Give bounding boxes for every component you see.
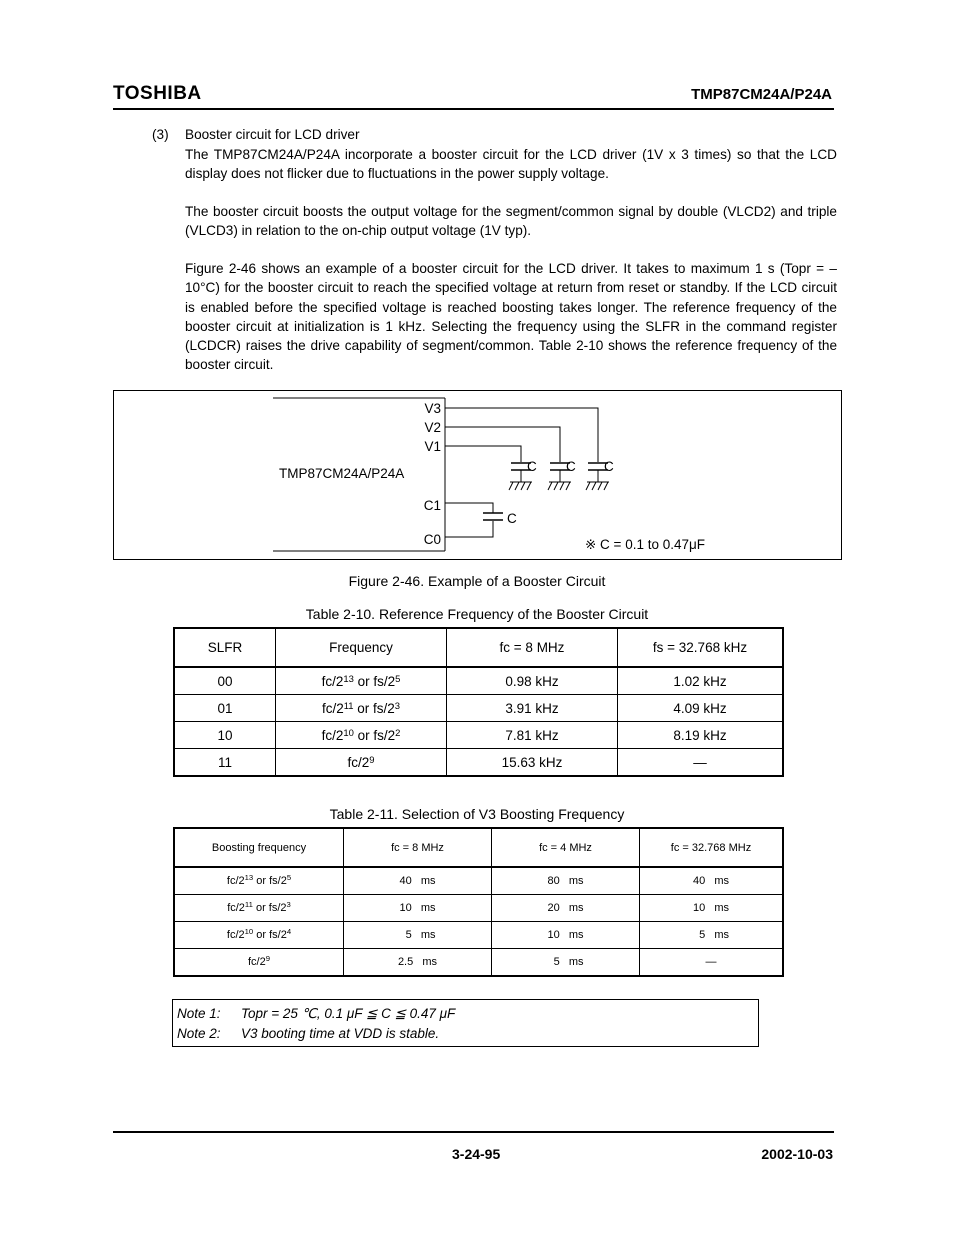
frequency-cell: $fc/2^9$ bbox=[276, 749, 447, 777]
table-row bbox=[174, 722, 783, 749]
fc8-cell: 40 ms bbox=[344, 867, 492, 895]
fc4-cell: 80 ms bbox=[492, 867, 640, 895]
header-cell: Frequency bbox=[276, 628, 447, 667]
fc32-cell: — bbox=[640, 949, 784, 977]
slfr-cell: 01 bbox=[174, 695, 276, 722]
table-header-row bbox=[174, 828, 783, 867]
pin-v1: V1 bbox=[424, 439, 441, 454]
pin-v2: V2 bbox=[424, 420, 441, 435]
fc4-cell: 20 ms bbox=[492, 895, 640, 922]
capacitance-note: ※ C = 0.1 to 0.47μF bbox=[585, 537, 706, 552]
table-row bbox=[174, 867, 783, 895]
document-date: 2002-10-03 bbox=[761, 1146, 833, 1162]
fc8-cell: 15.63 kHz bbox=[447, 749, 618, 777]
header-rule bbox=[113, 108, 834, 110]
wire-c0 bbox=[445, 521, 493, 537]
fc8-cell: 3.91 kHz bbox=[447, 695, 618, 722]
frequency-cell: $fc/2^{13}$ or $fs/2^5$ bbox=[276, 667, 447, 695]
wire-c1 bbox=[445, 503, 493, 513]
header-cell: fc = 4 MHz bbox=[492, 828, 640, 867]
wire-v2 bbox=[445, 427, 560, 462]
table-header-row bbox=[174, 628, 783, 667]
notes-box bbox=[172, 999, 759, 1047]
paragraph-2: The booster circuit boosts the output voltage for the segment/common signal by double (VLCD2) and triple (VLCD3) in relation to the on-chip output voltage (1V typ). bbox=[185, 204, 837, 239]
fc8-cell: 10 ms bbox=[344, 895, 492, 922]
header-cell: Boosting frequency bbox=[174, 828, 344, 867]
ground-symbols bbox=[509, 470, 609, 490]
fs-cell: 8.19 kHz bbox=[618, 722, 784, 749]
note-2 bbox=[177, 1024, 758, 1044]
cap-label-3: C bbox=[604, 459, 614, 474]
document-id: TMP87CM24A/P24A bbox=[691, 86, 832, 103]
fc8-cell: 7.81 kHz bbox=[447, 722, 618, 749]
table-row bbox=[174, 667, 783, 695]
note-label: Note 2: bbox=[177, 1025, 221, 1041]
table-row bbox=[174, 895, 783, 922]
brand-logo: TOSHIBA bbox=[113, 83, 202, 104]
cap-label-2: C bbox=[566, 459, 576, 474]
section-number: (3) bbox=[152, 127, 169, 142]
fs-cell: 4.09 kHz bbox=[618, 695, 784, 722]
boost-frequency-cell: $fc/2^{11}$ or $fs/2^3$ bbox=[174, 895, 344, 922]
reference-frequency-table bbox=[173, 627, 784, 777]
slfr-cell: 00 bbox=[174, 667, 276, 695]
fc32-cell: 5 ms bbox=[640, 922, 784, 949]
footer-rule bbox=[113, 1131, 834, 1133]
boost-frequency-cell: $fc/2^{10}$ or $fs/2^4$ bbox=[174, 922, 344, 949]
table1-caption: Table 2-10. Reference Frequency of the Booster Circuit bbox=[305, 606, 649, 622]
fc4-cell: 5 ms bbox=[492, 949, 640, 977]
fc8-cell: 2.5 ms bbox=[344, 949, 492, 977]
chip-label: TMP87CM24A/P24A bbox=[279, 466, 405, 481]
header-cell: fs = 32.768 kHz bbox=[618, 628, 784, 667]
page-number: 3-24-95 bbox=[452, 1146, 501, 1162]
pin-c1: C1 bbox=[423, 498, 441, 513]
capacitor-symbols bbox=[483, 463, 608, 520]
note-text: Topr = 25 ℃, 0.1 μF ≦ C ≦ 0.47 μF bbox=[241, 1006, 456, 1021]
paragraph-3: Figure 2-46 shows an example of a booster circuit for the LCD driver. It takes to maximum 1 s (Topr = – 10°C) for the booster circuit to reach the specified voltage at return from reset or standby. If the LCD circuit is enabled before the specified voltage is reached boosting takes longer. The reference frequency of the booster circuit at initialization is 1 kHz. Selecting the frequency using the SLFR in the command register (LCDCR) raises the drive capability of segment/common. Table 2-10 shows the reference frequency of the booster circuit. bbox=[185, 261, 837, 373]
header-cell: fc = 32.768 MHz bbox=[640, 828, 784, 867]
fc8-cell: 0.98 kHz bbox=[447, 667, 618, 695]
boosting-frequency-table bbox=[173, 827, 784, 977]
figure-frame bbox=[114, 391, 842, 560]
fc8-cell: 5 ms bbox=[344, 922, 492, 949]
pin-c0: C0 bbox=[423, 532, 441, 547]
table2-caption: Table 2-11. Selection of V3 Boosting Frequency bbox=[329, 806, 625, 822]
cap-label-1: C bbox=[527, 459, 537, 474]
note-text: V3 booting time at VDD is stable. bbox=[241, 1025, 440, 1041]
header-cell: fc = 8 MHz bbox=[447, 628, 618, 667]
wire-v1 bbox=[445, 446, 521, 462]
table-row bbox=[174, 922, 783, 949]
fc32-cell: 40 ms bbox=[640, 867, 784, 895]
header-cell: fc = 8 MHz bbox=[344, 828, 492, 867]
table-row bbox=[174, 949, 783, 977]
fc32-cell: 10 ms bbox=[640, 895, 784, 922]
section-title: Booster circuit for LCD driver bbox=[185, 127, 360, 142]
note-label: Note 1: bbox=[177, 1006, 221, 1021]
boost-frequency-cell: $fc/2^9$ bbox=[174, 949, 344, 977]
table-row bbox=[174, 749, 783, 777]
paragraph-1: The TMP87CM24A/P24A incorporate a booster circuit for the LCD driver (1V x 3 times) so that the LCD display does not flicker due to fluctuations in the power supply voltage. bbox=[185, 147, 837, 182]
frequency-cell: $fc/2^{11}$ or $fs/2^3$ bbox=[276, 695, 447, 722]
header-cell: SLFR bbox=[174, 628, 276, 667]
table-row bbox=[174, 695, 783, 722]
boost-frequency-cell: $fc/2^{13}$ or $fs/2^5$ bbox=[174, 867, 344, 895]
note-1 bbox=[177, 1004, 758, 1024]
fc4-cell: 10 ms bbox=[492, 922, 640, 949]
cap-label-4: C bbox=[507, 511, 517, 526]
slfr-cell: 10 bbox=[174, 722, 276, 749]
figure-caption: Figure 2-46. Example of a Booster Circuit bbox=[348, 573, 606, 589]
booster-circuit-figure bbox=[113, 390, 843, 561]
fs-cell: 1.02 kHz bbox=[618, 667, 784, 695]
pin-v3: V3 bbox=[424, 401, 441, 416]
slfr-cell: 11 bbox=[174, 749, 276, 777]
frequency-cell: $fc/2^{10}$ or $fs/2^2$ bbox=[276, 722, 447, 749]
fs-cell: — bbox=[618, 749, 784, 777]
